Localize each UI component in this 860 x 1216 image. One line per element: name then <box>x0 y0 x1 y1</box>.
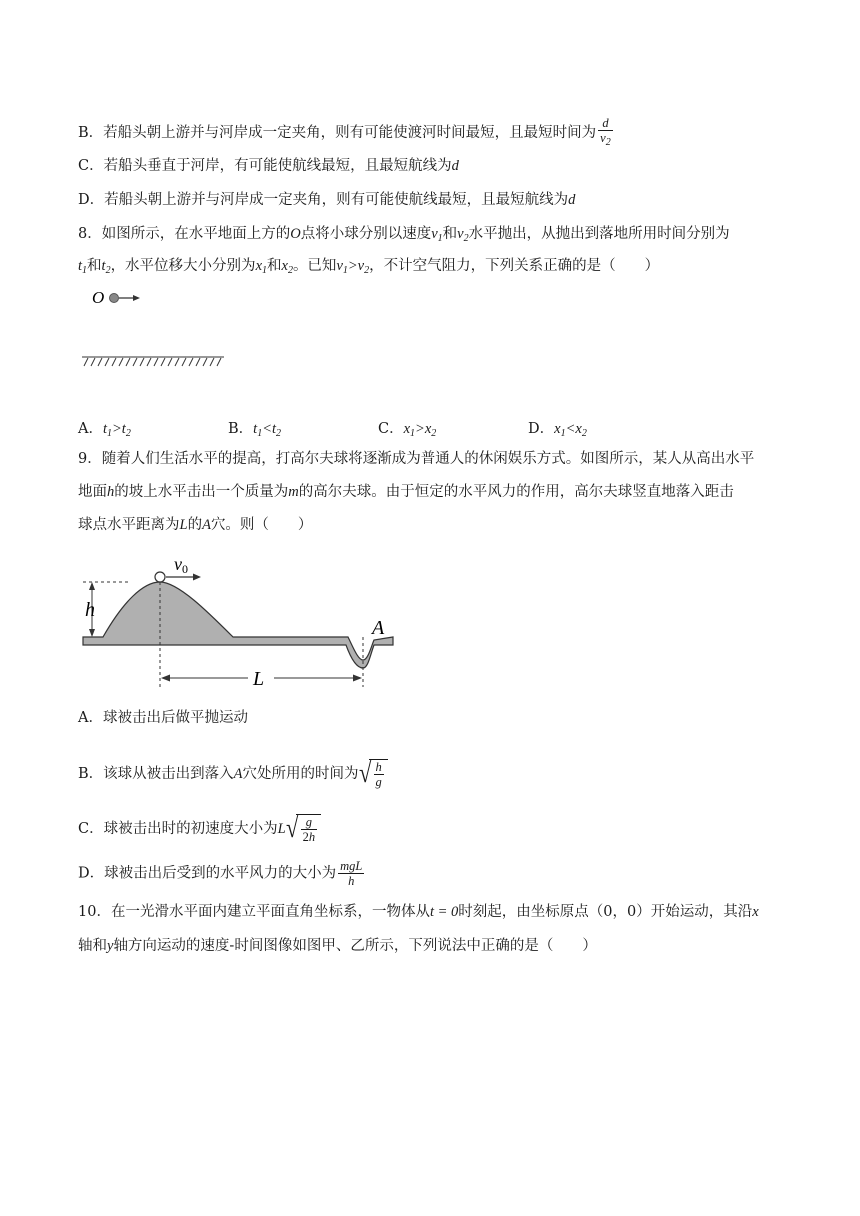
q8-option-d: D．$x_1<x_2$ <box>528 421 587 439</box>
q7-option-d: D．若船头朝上游并与河岸成一定夹角，则有可能使航线最短，且最短航线为d <box>78 192 576 208</box>
q9-option-c: C．球被击出时的初速度大小为L √ $\frac{g}{2h}$ <box>78 814 321 844</box>
q9-stem-line2: 地面h的坡上水平击出一个质量为m的高尔夫球。由于恒定的水平风力的作用，高尔夫球竖直地落入距击 <box>78 484 734 500</box>
ground-hatch <box>82 357 224 366</box>
sqrt-h-over-g: √ $\frac{h}{g}$ <box>359 759 388 789</box>
q7-option-b: B．若船头朝上游并与河岸成一定夹角，则有可能使渡河时间最短，且最短时间为 $\frac{d}{v_2}$ <box>78 116 611 148</box>
q8-stem-line2: $t_1$和$t_2$，水平位移大小分别为$x_1$和$x_2$。已知$v_1>v_2$，不计空气阻力，下列关系正确的是（ ） <box>78 258 660 276</box>
sqrt-g-over-2h: √ $\frac{g}{2h}$ <box>286 814 322 844</box>
q9-figure <box>78 552 408 692</box>
ball <box>110 294 119 303</box>
golf-ball <box>155 572 165 582</box>
hill-terrain <box>83 582 393 668</box>
q9-option-d: D．球被击出后受到的水平风力的大小为 $\frac{\text{mgL}}{h}$ <box>78 859 363 888</box>
hole-label: A <box>372 617 385 639</box>
q10-stem-line2: 轴和y轴方向运动的速度-时间图像如图甲、乙所示，下列说法中正确的是（ ） <box>78 938 597 954</box>
q8-option-a: A．$t_1>t_2$ <box>78 421 131 439</box>
q8-option-b: B．$t_1<t_2$ <box>228 421 282 439</box>
distance-label: L <box>253 668 265 690</box>
q9-stem-line3: 球点水平距离为L的A穴。则（ ） <box>78 517 313 533</box>
q9-option-a: A．球被击出后做平抛运动 <box>78 710 248 726</box>
q8-fig-label-o: O <box>92 288 105 307</box>
q8-stem-line1: 8．如图所示，在水平地面上方的O点将小球分别以速度$v_1$和$v_2$水平抛出，从抛出到落地所用时间分别为 <box>78 226 730 244</box>
height-label: h <box>85 599 95 621</box>
q10-stem-line1: 10．在一光滑水平面内建立平面直角坐标系，一物体从t = 0时刻起，由坐标原点（0，0）开始运动，其沿x <box>78 904 759 920</box>
v0-label: v0 <box>174 554 188 576</box>
q7-option-c: C．若船头垂直于河岸，有可能使航线最短，且最短航线为d <box>78 158 459 174</box>
q9-option-b: B．该球从被击出到落入A穴处所用的时间为 √ $\frac{h}{g}$ <box>78 759 388 789</box>
q8-figure <box>76 282 246 372</box>
fraction-mgL-over-h: $\frac{\text{mgL}}{h}$ <box>340 859 363 888</box>
q8-option-c: C．$x_1>x_2$ <box>378 421 437 439</box>
q9-stem-line1: 9．随着人们生活水平的提高，打高尔夫球将逐渐成为普通人的休闲娱乐方式。如图所示，某人从高出水平 <box>78 451 755 467</box>
fraction: $\frac{d}{v_2}$ <box>600 116 611 148</box>
